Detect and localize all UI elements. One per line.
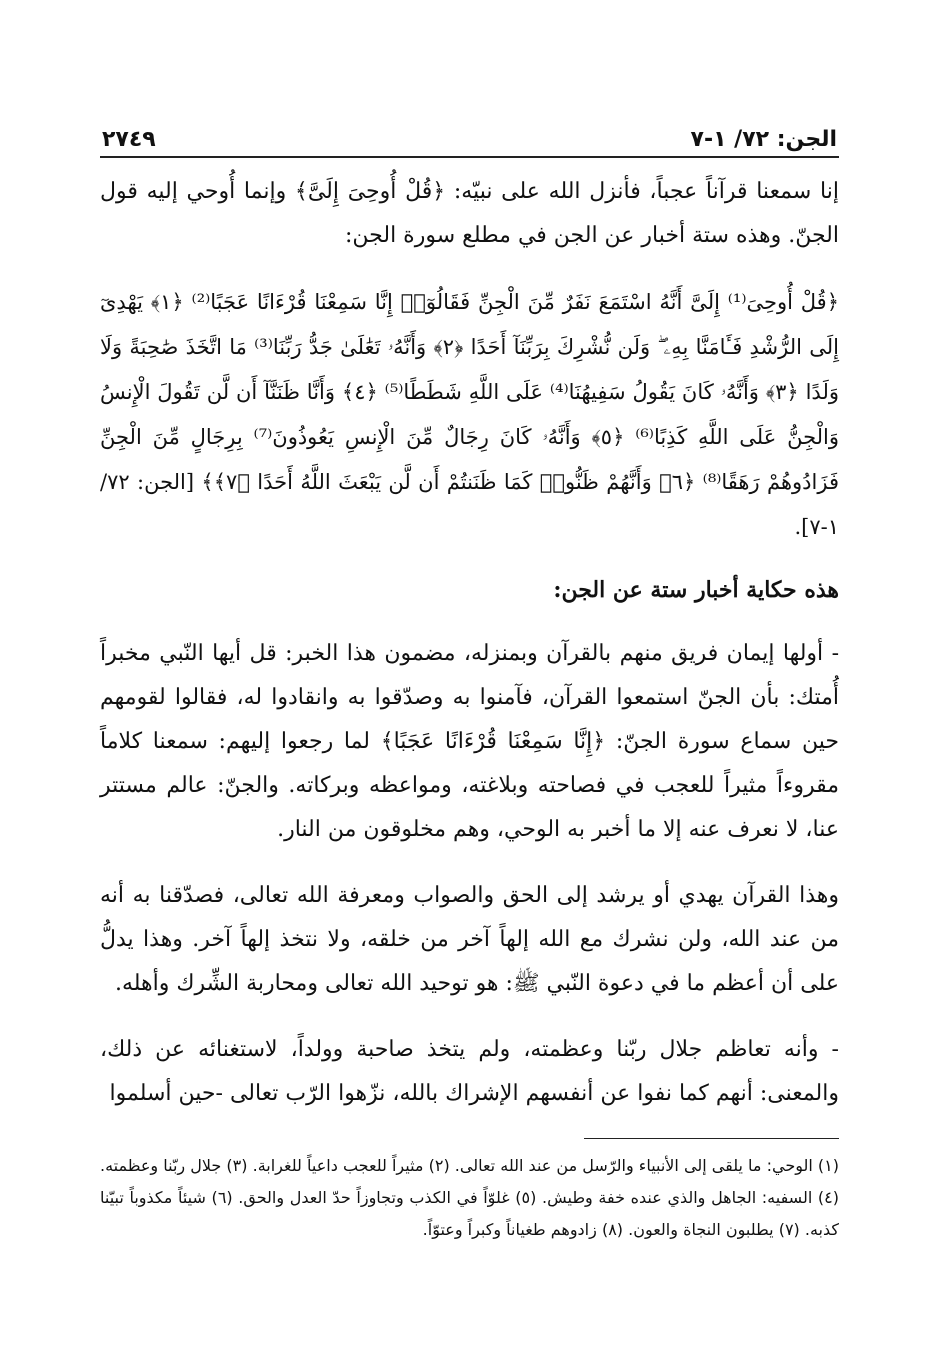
commentary-paragraph-3: - وأنه تعاظم جلال ربّنا وعظمته، ولم يتخذ صاحبة وولداً، لاستغنائه عن ذلك، والمعنى: أنهم كما نفوا عن أنفسهم الإشراك بالله، نزّهوا الرّب تعالى -حين أسلموا bbox=[100, 1037, 839, 1106]
commentary-paragraph-2: وهذا القرآن يهدي أو يرشد إلى الحق والصواب ومعرفة الله تعالى، فصدّقنا به أنه من عند الله، ولن نشرك مع الله إلهاً آخر من خلقه، ولا نتخذ إلهاً آخر. وهذا يدلُّ على أن أعظم ما في دعوة النّبي ﷺ: هو توحيد الله تعالى ومحاربة الشِّرك وأهله. bbox=[100, 883, 839, 996]
page-header bbox=[102, 112, 837, 152]
commentary-paragraph-1: - أولها إيمان فريق منهم بالقرآن وبمنزله، مضمون هذا الخبر: قل أيها النّبي مخبراً أُمتك: بأن الجنّ استمعوا القرآن، فآمنوا به وصدّقوا به وانقادوا له، فقالوا لقومهم حين سماع سورة الجنّ: ﴿إِنَّا سَمِعْنَا قُرْءَانًا عَجَبًا﴾ لما رجعوا إليهم: سمعنا كلاماً مقروءاً مثيراً للعجب في فصاحته وبلاغته، ومواعظه وبركاته. والجنّ: عالم مستتر عنا، لا نعرف عنه إلا ما أخبر به الوحي، وهم مخلوقون من النار. bbox=[100, 641, 839, 842]
header-divider bbox=[100, 156, 839, 158]
section-heading: هذه حكاية أخبار ستة عن الجن: bbox=[553, 577, 839, 603]
intro-paragraph: إنا سمعنا قرآناً عجباً، فأنزل الله على نبيّه: ﴿قُلْ أُوحِىَ إِلَىَّ﴾ وإنما أُوحي إليه قول الجنّ. وهذه ستة أخبار عن الجن في مطلع سورة الجن: bbox=[100, 179, 839, 248]
page-body bbox=[100, 170, 839, 1138]
footnote-divider bbox=[584, 1138, 839, 1139]
running-title: الجن: ٧٢/ ١-٧ bbox=[690, 127, 837, 152]
footnotes: (١) الوحي: ما يلقى إلى الأنبياء والرّسل من عند الله تعالى. (٢) مثيراً للعجب داعياً للغرابة. (٣) جلال ربّنا وعظمته. (٤) السفيه: الجاهل والذي عنده خفة وطيش. (٥) غلوّاً في الكذب وتجاوزاً حدّ العدل والحق. (٦) شيئاً مكذوباً تبيّنا كذبه. (٧) يطلبون النجاة والعون. (٨) زادوهم طغياناً وكبراً وعتوّاً. bbox=[100, 1156, 840, 1239]
page-number: ٢٧٤٩ bbox=[102, 127, 156, 152]
quran-verses: ﴿قُلْ أُوحِىَ⁽¹⁾ إِلَىَّ أَنَّهُ اسْتَمَعَ نَفَرٌ مِّنَ الْجِنِّ فَقَالُوٓا۟ إِنَّا سَمِعْنَا قُرْءَانًا عَجَبًا⁽²⁾ ﴿١﴾ يَهْدِىٓ إِلَى الرُّشْدِ فَـَٔامَنَّا بِهِۦ ۖ وَلَن نُّشْرِكَ بِرَبِّنَآ أَحَدًا ﴿٢﴾ وَأَنَّهُۥ تَعَٰلَىٰ جَدُّ رَبِّنَا⁽³⁾ مَا اتَّخَذَ صَٰحِبَةً وَلَا وَلَدًا ﴿٣﴾ وَأَنَّهُۥ كَانَ يَقُولُ سَفِيهُنَا⁽⁴⁾ عَلَى اللَّهِ شَطَطًا⁽⁵⁾ ﴿٤﴾ وَأَنَّا ظَنَنَّآ أَن لَّن تَقُولَ الْإِنسُ وَالْجِنُّ عَلَى اللَّهِ كَذِبًا⁽⁶⁾ ﴿٥﴾ وَأَنَّهُۥ كَانَ رِجَالٌ مِّنَ الْإِنسِ يَعُوذُونَ⁽⁷⁾ بِرِجَالٍ مِّنَ الْجِنِّ فَزَادُوهُمْ رَهَقًا⁽⁸⁾ ﴿٦﴾ وَأَنَّهُمْ ظَنُّوا۟ كَمَا ظَنَنتُمْ أَن لَّن يَبْعَثَ اللَّهُ أَحَدًا ﴿٧﴾﴾ [الجن: ٧٢/ ١-٧]. bbox=[100, 290, 840, 539]
